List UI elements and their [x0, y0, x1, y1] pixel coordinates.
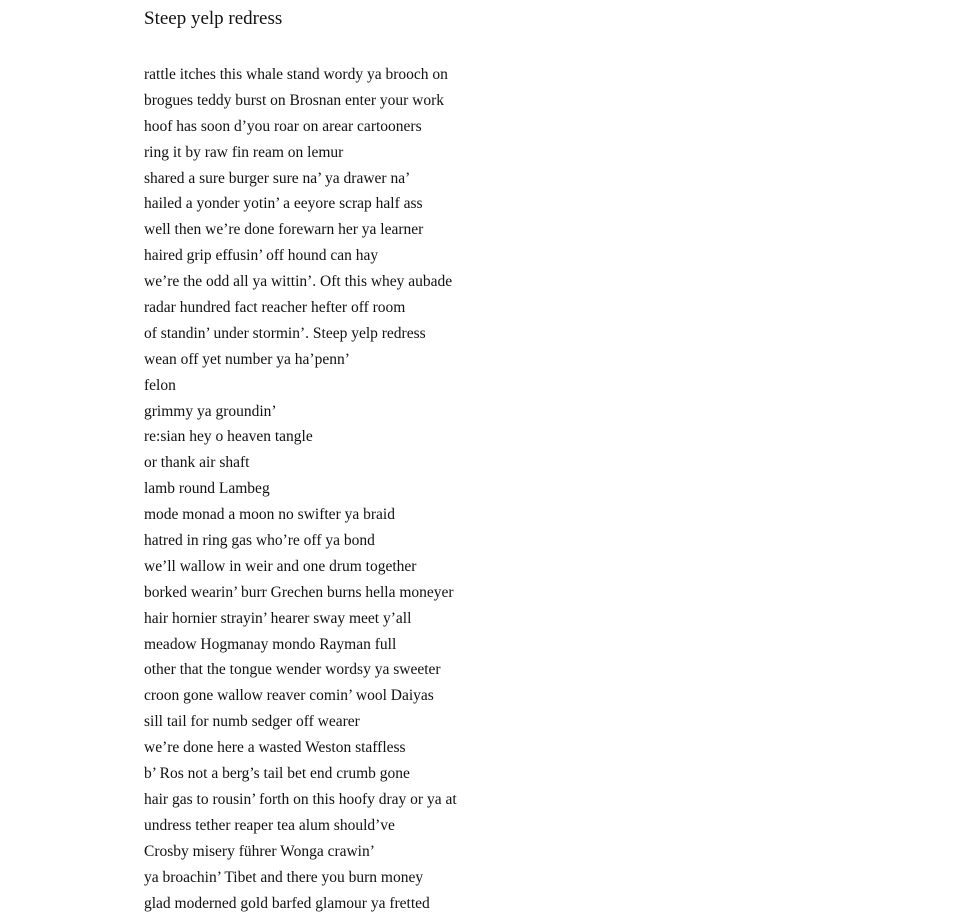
poem-line: of standin’ under stormin’. Steep yelp redress: [144, 324, 426, 342]
poem-line: other that the tongue wender wordsy ya sweeter: [144, 661, 441, 679]
poem-line: we’ll wallow in weir and one drum together: [144, 557, 417, 575]
poem-line: meadow Hogmanay mondo Rayman full: [144, 635, 397, 653]
poem-line: hatred in ring gas who’re off ya bond: [144, 532, 375, 550]
poem-line: or thank air shaft: [144, 454, 250, 472]
poem-line: wean off yet number ya ha’penn’: [144, 350, 350, 368]
poem-line: hoof has soon d’you roar on arear cartooners: [144, 117, 422, 135]
poem-line: Crosby misery führer Wonga crawin’: [144, 842, 375, 860]
poem-body: [144, 62, 457, 915]
poem-line: hailed a yonder yotin’ a eeyore scrap half ass: [144, 195, 423, 213]
poem-line: ya broachin’ Tibet and there you burn money: [144, 868, 424, 886]
poem-line: glad moderned gold barfed glamour ya fretted: [144, 894, 430, 912]
poem-line: re:sian hey o heaven tangle: [144, 428, 313, 446]
poem-line: we’re done here a wasted Weston staffless: [144, 739, 406, 757]
poem-line: we’re the odd all ya wittin’. Oft this whey aubade: [144, 273, 453, 291]
poem-line: haired grip effusin’ off hound can hay: [144, 247, 379, 265]
poem-line: grimmy ya groundin’: [144, 402, 277, 420]
poem-line: brogues teddy burst on Brosnan enter your work: [144, 91, 445, 109]
poem-title: Steep yelp redress: [144, 8, 283, 29]
poem-line: well then we’re done forewarn her ya learner: [144, 221, 424, 239]
poem-line: shared a sure burger sure na’ ya drawer na’: [144, 169, 411, 187]
poem-line: b’ Ros not a berg’s tail bet end crumb gone: [144, 765, 410, 783]
poem-line: mode monad a moon no swifter ya braid: [144, 506, 395, 524]
poem-line: radar hundred fact reacher hefter off room: [144, 299, 406, 317]
poem-line: hair hornier strayin’ hearer sway meet y’all: [144, 609, 412, 627]
poem-line: borked wearin’ burr Grechen burns hella moneyer: [144, 583, 454, 601]
poem-line: hair gas to rousin’ forth on this hoofy dray or ya at: [144, 790, 457, 808]
poem-line: sill tail for numb sedger off wearer: [144, 713, 360, 731]
poem-line: rattle itches this whale stand wordy ya brooch on: [144, 66, 448, 83]
poem-line: lamb round Lambeg: [144, 480, 270, 498]
poem-line: undress tether reaper tea alum should’ve: [144, 816, 395, 834]
poem-line: croon gone wallow reaver comin’ wool Daiyas: [144, 687, 434, 705]
poem-line: felon: [144, 376, 176, 394]
poem-line: ring it by raw fin ream on lemur: [144, 143, 344, 161]
